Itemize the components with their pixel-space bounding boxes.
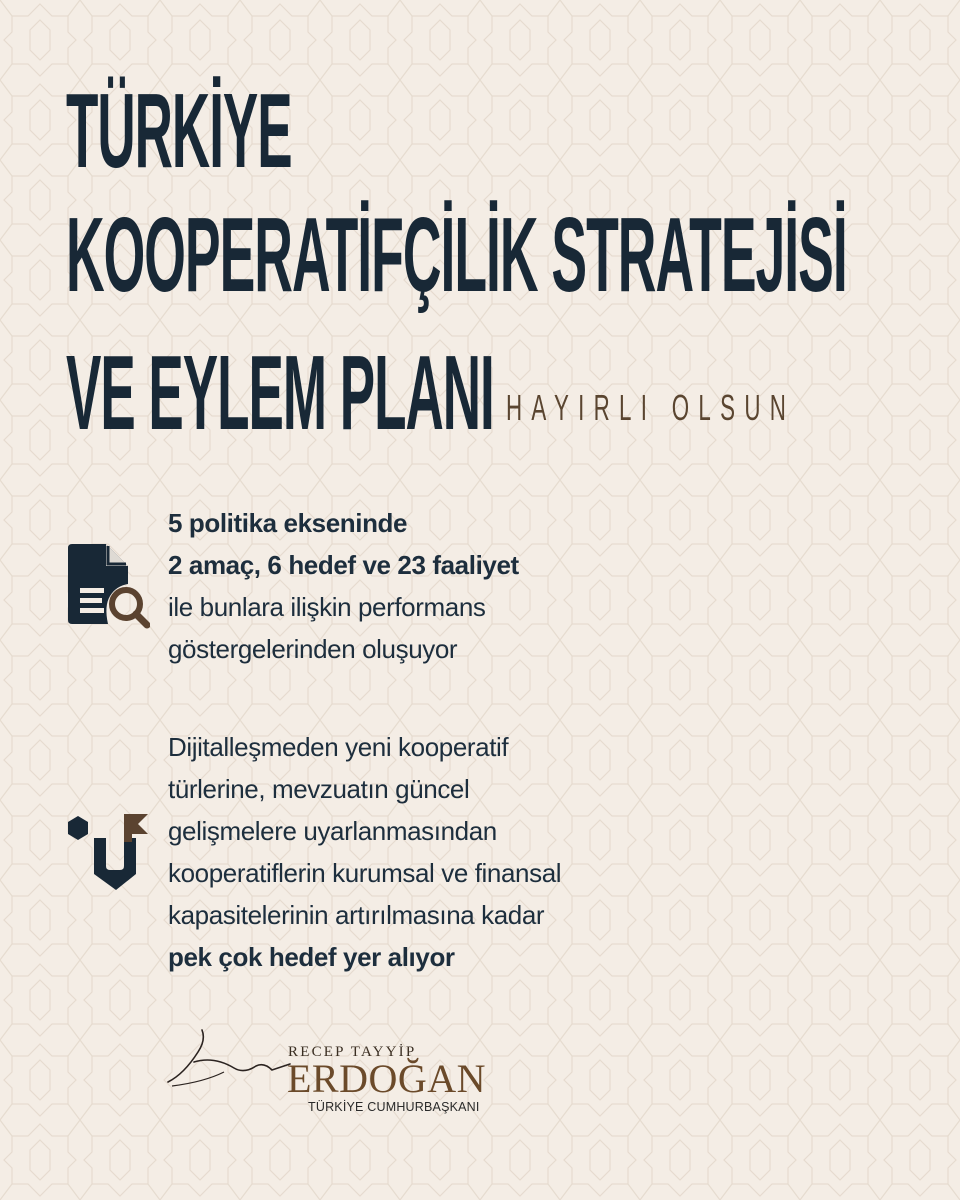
section-1-text (168, 502, 519, 670)
signature-scribble (164, 1022, 294, 1092)
tagline: HAYIRLI OLSUN (506, 387, 796, 428)
section-2-line: türlerine, mevzuatın güncel (168, 774, 470, 804)
title-line-3: VE EYLEM PLANI (66, 334, 494, 452)
section-2-text (168, 726, 561, 978)
section-2-line: kooperatiflerin kurumsal ve finansal (168, 858, 562, 888)
section-2-line: kapasitelerinin artırılmasına kadar (168, 900, 545, 930)
section-1-line: ile bunlara ilişkin performans (168, 592, 486, 622)
section-2-line: Dijitalleşmeden yeni kooperatif (168, 732, 509, 762)
section-1-line: 2 amaç, 6 hedef ve 23 faaliyet (168, 550, 519, 580)
section-1-line: göstergelerinden oluşuyor (168, 634, 458, 664)
section-1-line: 5 politika ekseninde (168, 508, 408, 538)
section-2-line: gelişmelere uyarlanmasından (168, 816, 497, 846)
section-2-line: pek çok hedef yer alıyor (168, 942, 455, 972)
title-line-2: KOOPERATİFÇİLİK STRATEJİSİ (66, 196, 847, 314)
document-search-icon (66, 544, 150, 630)
puzzle-target-icon (66, 812, 150, 896)
title-line-1: TÜRKİYE (66, 72, 292, 190)
signature-first-name: RECEP TAYYİP (288, 1044, 417, 1060)
signature-role: TÜRKİYE CUMHURBAŞKANI (308, 1100, 480, 1114)
signature-last-name: ERDOĞAN (287, 1056, 487, 1101)
